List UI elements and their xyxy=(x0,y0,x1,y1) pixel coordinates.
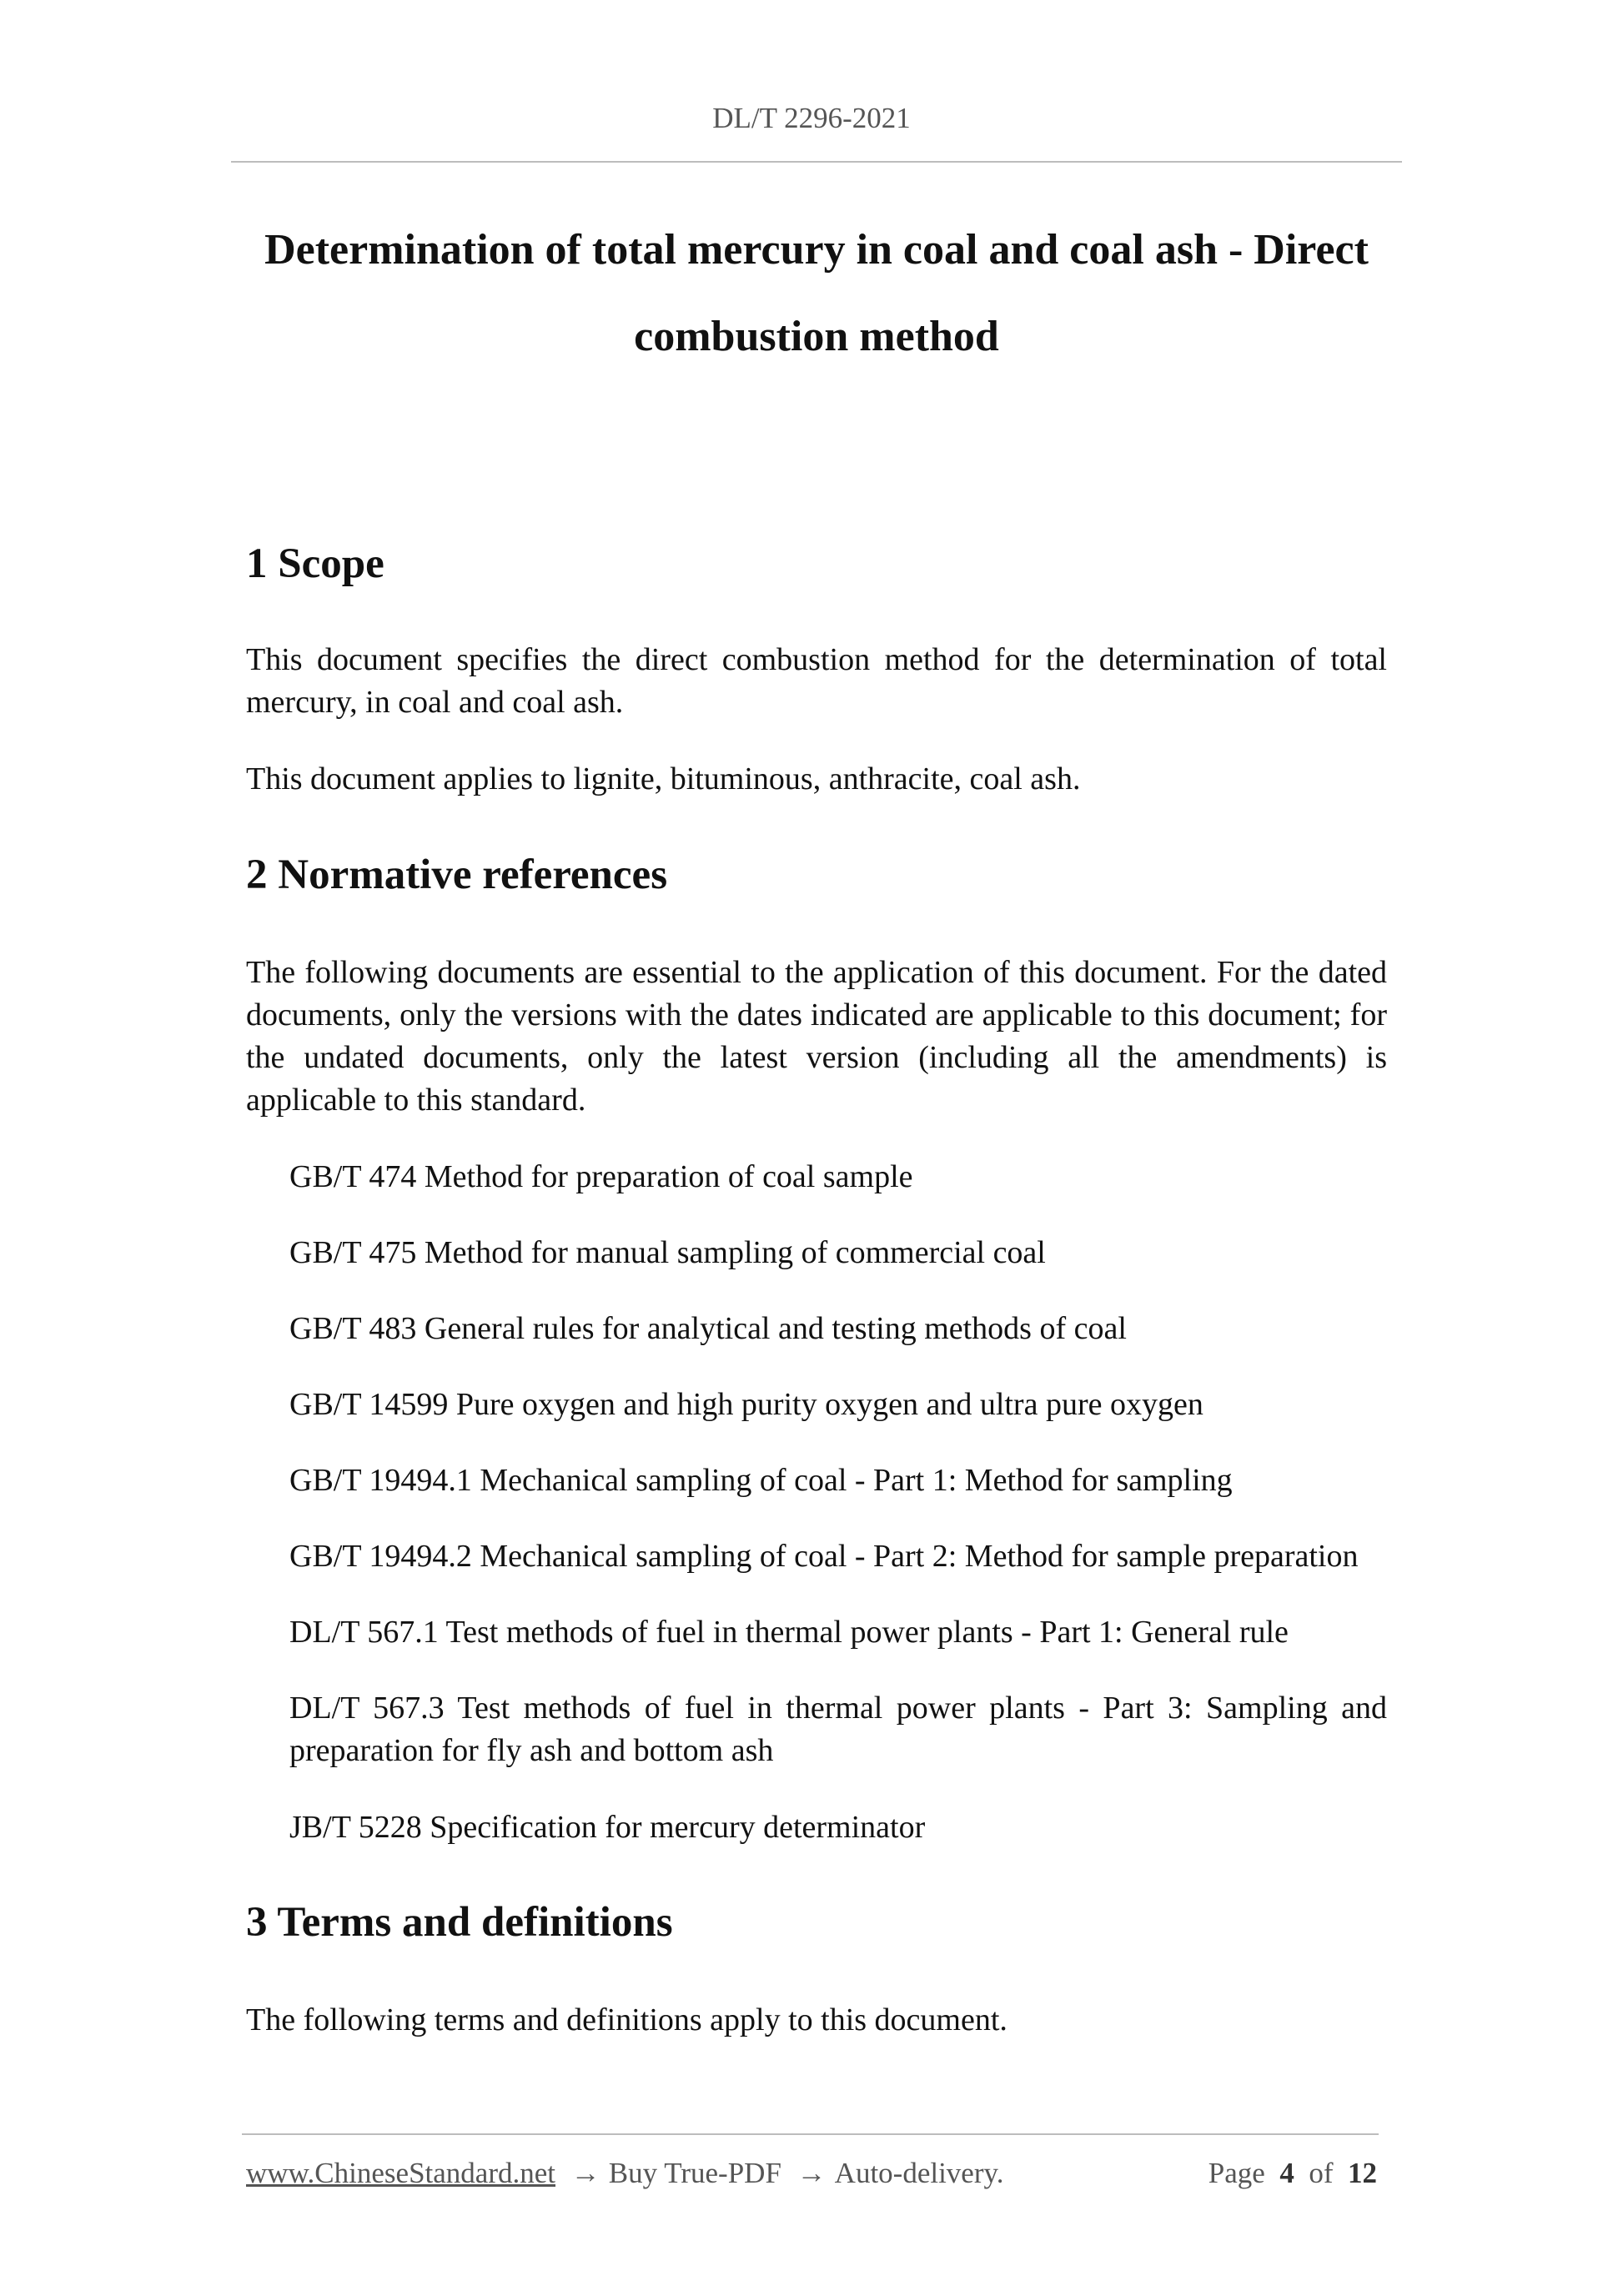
section-heading-normative-references: 2 Normative references xyxy=(246,852,668,898)
reference-item: JB/T 5228 Specification for mercury determinator xyxy=(289,1810,926,1845)
page-number-indicator xyxy=(1208,2157,1377,2190)
current-page-number: 4 xyxy=(1279,2157,1294,2189)
reference-item: DL/T 567.1 Test methods of fuel in thermal power plants - Part 1: General rule xyxy=(289,1615,1289,1650)
footer-buy-text: Buy True-PDF xyxy=(608,2157,781,2189)
page-footer xyxy=(246,2157,1377,2190)
reference-item: GB/T 19494.2 Mechanical sampling of coal - Part 2: Method for sample preparation xyxy=(289,1539,1359,1574)
footer-delivery-text: Auto-delivery. xyxy=(834,2157,1004,2189)
section-heading-scope: 1 Scope xyxy=(246,540,384,587)
normative-references-paragraph: The following documents are essential to the application of this document. For the dated documents, only the versions with the dates indicated are applicable to this document; for the undated documents, only the latest version (including all the amendments) is applicable to this standard. xyxy=(246,955,1387,1118)
page-word: Page xyxy=(1208,2157,1265,2189)
reference-item: GB/T 483 General rules for analytical and testing methods of coal xyxy=(289,1311,1127,1346)
arrow-right-icon: → xyxy=(796,2157,827,2189)
section-heading-terms-and-definitions: 3 Terms and definitions xyxy=(246,1899,673,1946)
document-title-line2: combustion method xyxy=(634,313,999,360)
footer-divider xyxy=(242,2133,1379,2135)
reference-item: DL/T 567.3 Test methods of fuel in thermal power plants - Part 3: Sampling and preparation for fly ash and bottom ash xyxy=(289,1691,1387,1768)
total-page-count: 12 xyxy=(1348,2157,1377,2189)
header-divider xyxy=(231,161,1402,163)
document-title-line1: Determination of total mercury in coal and coal ash - Direct xyxy=(264,226,1369,274)
terms-paragraph: The following terms and definitions apply to this document. xyxy=(246,2002,1007,2037)
scope-paragraph-1: This document specifies the direct combustion method for the determination of total mercury, in coal and coal ash. xyxy=(246,642,1387,720)
reference-item: GB/T 474 Method for preparation of coal sample xyxy=(289,1159,913,1194)
scope-paragraph-2: This document applies to lignite, bituminous, anthracite, coal ash. xyxy=(246,761,1081,796)
arrow-right-icon: → xyxy=(570,2157,600,2189)
header-doc-code: DL/T 2296-2021 xyxy=(712,102,911,134)
document-title xyxy=(231,207,1402,380)
of-word: of xyxy=(1309,2157,1334,2189)
reference-item: GB/T 19494.1 Mechanical sampling of coal - Part 1: Method for sampling xyxy=(289,1463,1233,1498)
reference-item: GB/T 475 Method for manual sampling of commercial coal xyxy=(289,1235,1046,1270)
reference-item: GB/T 14599 Pure oxygen and high purity oxygen and ultra pure oxygen xyxy=(289,1387,1203,1422)
footer-site-link[interactable]: www.ChineseStandard.net xyxy=(246,2157,555,2189)
